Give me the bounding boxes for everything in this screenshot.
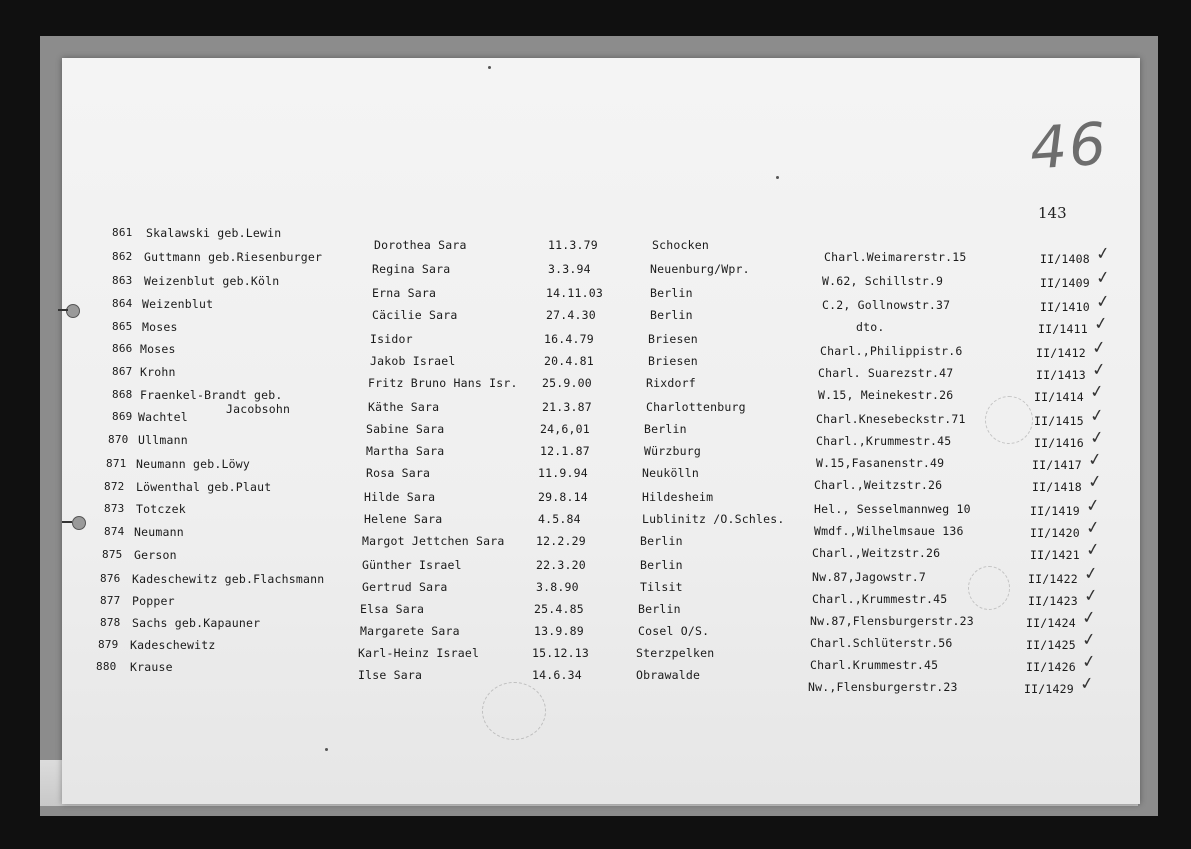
surname: Kadeschewitz — [130, 638, 216, 652]
punch-hole-icon — [72, 516, 86, 530]
given-names: Margot Jettchen Sara — [362, 534, 505, 548]
handwritten-folio-number: 46 — [1027, 109, 1111, 183]
address: Charl.,Philippistr.6 — [820, 344, 963, 358]
surname: Guttmann geb.Riesenburger — [144, 250, 323, 264]
address: Nw.,Flensburgerstr.23 — [808, 680, 958, 694]
surname: Skalawski geb.Lewin — [146, 226, 282, 240]
checkmark-icon: ✓ — [1094, 243, 1112, 265]
birth-date: 15.12.13 — [532, 646, 589, 660]
entry-number: 870 — [108, 433, 129, 446]
given-names: Ilse Sara — [358, 668, 423, 682]
given-names: Gertrud Sara — [362, 580, 448, 594]
birth-date: 4.5.84 — [538, 512, 581, 526]
checkmark-icon: ✓ — [1080, 607, 1098, 629]
checkmark-icon: ✓ — [1086, 471, 1104, 493]
given-names: Günther Israel — [362, 558, 462, 572]
birth-date: 21.3.87 — [542, 400, 592, 414]
entry-number: 863 — [112, 274, 133, 287]
address: W.15, Meinekestr.26 — [818, 388, 954, 402]
surname: Neumann — [134, 525, 184, 539]
address: Charl.,Krummestr.45 — [812, 592, 948, 606]
surname: Fraenkel-Brandt geb. — [140, 388, 283, 402]
surname: Moses — [140, 342, 176, 356]
reference-number: II/1422 — [1028, 572, 1078, 586]
birth-date: 11.9.94 — [538, 466, 588, 480]
entry-number: 868 — [112, 388, 133, 401]
reference-number: II/1410 — [1040, 300, 1090, 314]
reference-number: II/1414 — [1034, 390, 1084, 404]
address: dto. — [856, 320, 885, 334]
surname: Ullmann — [138, 433, 188, 447]
faint-stamp-circle — [985, 396, 1033, 444]
birthplace: Lublinitz /O.Schles. — [642, 512, 785, 526]
given-names: Martha Sara — [366, 444, 445, 458]
birth-date: 12.2.29 — [536, 534, 586, 548]
speck — [325, 748, 328, 751]
address: W.15,Fasanenstr.49 — [816, 456, 945, 470]
surname-continuation: Jacobsohn — [226, 402, 291, 416]
reference-number: II/1419 — [1030, 504, 1080, 518]
entry-number: 873 — [104, 502, 125, 515]
surname: Neumann geb.Löwy — [136, 457, 250, 471]
punch-hole-icon — [66, 304, 80, 318]
given-names: Isidor — [370, 332, 413, 346]
reference-number: II/1420 — [1030, 526, 1080, 540]
address: Charl.Krummestr.45 — [810, 658, 939, 672]
birthplace: Berlin — [640, 534, 683, 548]
address: Charl.Schlüterstr.56 — [810, 636, 953, 650]
address: Charl.,Krummestr.45 — [816, 434, 952, 448]
birthplace: Berlin — [640, 558, 683, 572]
checkmark-icon: ✓ — [1088, 381, 1106, 403]
entry-number: 875 — [102, 548, 123, 561]
reference-number: II/1426 — [1026, 660, 1076, 674]
given-names: Regina Sara — [372, 262, 451, 276]
address: Charl.Knesebeckstr.71 — [816, 412, 966, 426]
surname: Weizenblut geb.Köln — [144, 274, 280, 288]
entry-number: 869 — [112, 410, 133, 423]
faint-stamp-circle — [482, 682, 546, 740]
entry-number: 864 — [112, 297, 133, 310]
given-names: Jakob Israel — [370, 354, 456, 368]
checkmark-icon: ✓ — [1082, 563, 1100, 585]
reference-number: II/1425 — [1026, 638, 1076, 652]
reference-number: II/1412 — [1036, 346, 1086, 360]
checkmark-icon: ✓ — [1088, 405, 1106, 427]
birth-date: 12.1.87 — [540, 444, 590, 458]
surname: Weizenblut — [142, 297, 214, 311]
given-names: Erna Sara — [372, 286, 437, 300]
birth-date: 24,6,01 — [540, 422, 590, 436]
birthplace: Neuenburg/Wpr. — [650, 262, 750, 276]
birthplace: Tilsit — [640, 580, 683, 594]
entry-number: 871 — [106, 457, 127, 470]
surname: Moses — [142, 320, 178, 334]
birthplace: Hildesheim — [642, 490, 714, 504]
reference-number: II/1429 — [1024, 682, 1074, 696]
faint-stamp-circle — [968, 566, 1010, 610]
birth-date: 3.3.94 — [548, 262, 591, 276]
checkmark-icon: ✓ — [1084, 495, 1102, 517]
entry-number: 865 — [112, 320, 133, 333]
address: Wmdf.,Wilhelmsaue 136 — [814, 524, 964, 538]
given-names: Sabine Sara — [366, 422, 445, 436]
surname: Popper — [132, 594, 175, 608]
checkmark-icon: ✓ — [1086, 449, 1104, 471]
given-names: Fritz Bruno Hans Isr. — [368, 376, 518, 390]
birth-date: 14.11.03 — [546, 286, 603, 300]
given-names: Käthe Sara — [368, 400, 440, 414]
checkmark-icon: ✓ — [1092, 313, 1110, 335]
reference-number: II/1418 — [1032, 480, 1082, 494]
address: Charl.Weimarerstr.15 — [824, 250, 967, 264]
address: Nw.87,Flensburgerstr.23 — [810, 614, 974, 628]
speck — [776, 176, 779, 179]
page-number: 143 — [1038, 204, 1067, 222]
checkmark-icon: ✓ — [1082, 585, 1100, 607]
checkmark-icon: ✓ — [1080, 629, 1098, 651]
birth-date: 14.6.34 — [532, 668, 582, 682]
punch-hole-mark — [58, 309, 68, 311]
surname: Gerson — [134, 548, 177, 562]
birth-date: 16.4.79 — [544, 332, 594, 346]
birth-date: 25.9.00 — [542, 376, 592, 390]
checkmark-icon: ✓ — [1080, 651, 1098, 673]
given-names: Margarete Sara — [360, 624, 460, 638]
surname: Totczek — [136, 502, 186, 516]
birth-date: 3.8.90 — [536, 580, 579, 594]
birthplace: Briesen — [648, 332, 698, 346]
entry-number: 877 — [100, 594, 121, 607]
entry-number: 878 — [100, 616, 121, 629]
entry-number: 876 — [100, 572, 121, 585]
birthplace: Schocken — [652, 238, 709, 252]
checkmark-icon: ✓ — [1094, 291, 1112, 313]
birthplace: Berlin — [650, 308, 693, 322]
given-names: Cäcilie Sara — [372, 308, 458, 322]
birthplace: Neukölln — [642, 466, 699, 480]
given-names: Elsa Sara — [360, 602, 425, 616]
birth-date: 22.3.20 — [536, 558, 586, 572]
surname: Kadeschewitz geb.Flachsmann — [132, 572, 325, 586]
reference-number: II/1416 — [1034, 436, 1084, 450]
given-names: Dorothea Sara — [374, 238, 467, 252]
reference-number: II/1423 — [1028, 594, 1078, 608]
checkmark-icon: ✓ — [1090, 337, 1108, 359]
reference-number: II/1415 — [1034, 414, 1084, 428]
address: Charl.,Weitzstr.26 — [814, 478, 943, 492]
surname: Löwenthal geb.Plaut — [136, 480, 272, 494]
checkmark-icon: ✓ — [1084, 517, 1102, 539]
reference-number: II/1411 — [1038, 322, 1088, 336]
entry-number: 862 — [112, 250, 133, 263]
surname: Sachs geb.Kapauner — [132, 616, 261, 630]
entry-number: 879 — [98, 638, 119, 651]
reference-number: II/1408 — [1040, 252, 1090, 266]
birthplace: Charlottenburg — [646, 400, 746, 414]
birthplace: Obrawalde — [636, 668, 701, 682]
given-names: Rosa Sara — [366, 466, 431, 480]
birthplace: Berlin — [644, 422, 687, 436]
checkmark-icon: ✓ — [1084, 539, 1102, 561]
birthplace: Berlin — [650, 286, 693, 300]
checkmark-icon: ✓ — [1078, 673, 1096, 695]
birthplace: Rixdorf — [646, 376, 696, 390]
birthplace: Berlin — [638, 602, 681, 616]
reference-number: II/1421 — [1030, 548, 1080, 562]
checkmark-icon: ✓ — [1094, 267, 1112, 289]
address: Nw.87,Jagowstr.7 — [812, 570, 926, 584]
entry-number: 866 — [112, 342, 133, 355]
birth-date: 25.4.85 — [534, 602, 584, 616]
entry-number: 874 — [104, 525, 125, 538]
entry-number: 880 — [96, 660, 117, 673]
checkmark-icon: ✓ — [1090, 359, 1108, 381]
reference-number: II/1424 — [1026, 616, 1076, 630]
address: Hel., Sesselmannweg 10 — [814, 502, 971, 516]
punch-hole-mark — [62, 521, 72, 523]
document-page — [62, 58, 1140, 804]
reference-number: II/1413 — [1036, 368, 1086, 382]
given-names: Karl-Heinz Israel — [358, 646, 480, 660]
birth-date: 11.3.79 — [548, 238, 598, 252]
reference-number: II/1417 — [1032, 458, 1082, 472]
address: C.2, Gollnowstr.37 — [822, 298, 951, 312]
birth-date: 20.4.81 — [544, 354, 594, 368]
surname: Wachtel — [138, 410, 188, 424]
speck — [488, 66, 491, 69]
birthplace: Briesen — [648, 354, 698, 368]
birth-date: 29.8.14 — [538, 490, 588, 504]
given-names: Helene Sara — [364, 512, 443, 526]
birthplace: Sterzpelken — [636, 646, 715, 660]
entry-number: 867 — [112, 365, 133, 378]
birth-date: 13.9.89 — [534, 624, 584, 638]
birthplace: Würzburg — [644, 444, 701, 458]
surname: Krohn — [140, 365, 176, 379]
birth-date: 27.4.30 — [546, 308, 596, 322]
birthplace: Cosel O/S. — [638, 624, 710, 638]
surname: Krause — [130, 660, 173, 674]
entry-number: 861 — [112, 226, 133, 239]
address: W.62, Schillstr.9 — [822, 274, 944, 288]
address: Charl.,Weitzstr.26 — [812, 546, 941, 560]
address: Charl. Suarezstr.47 — [818, 366, 954, 380]
reference-number: II/1409 — [1040, 276, 1090, 290]
given-names: Hilde Sara — [364, 490, 436, 504]
entry-number: 872 — [104, 480, 125, 493]
checkmark-icon: ✓ — [1088, 427, 1106, 449]
